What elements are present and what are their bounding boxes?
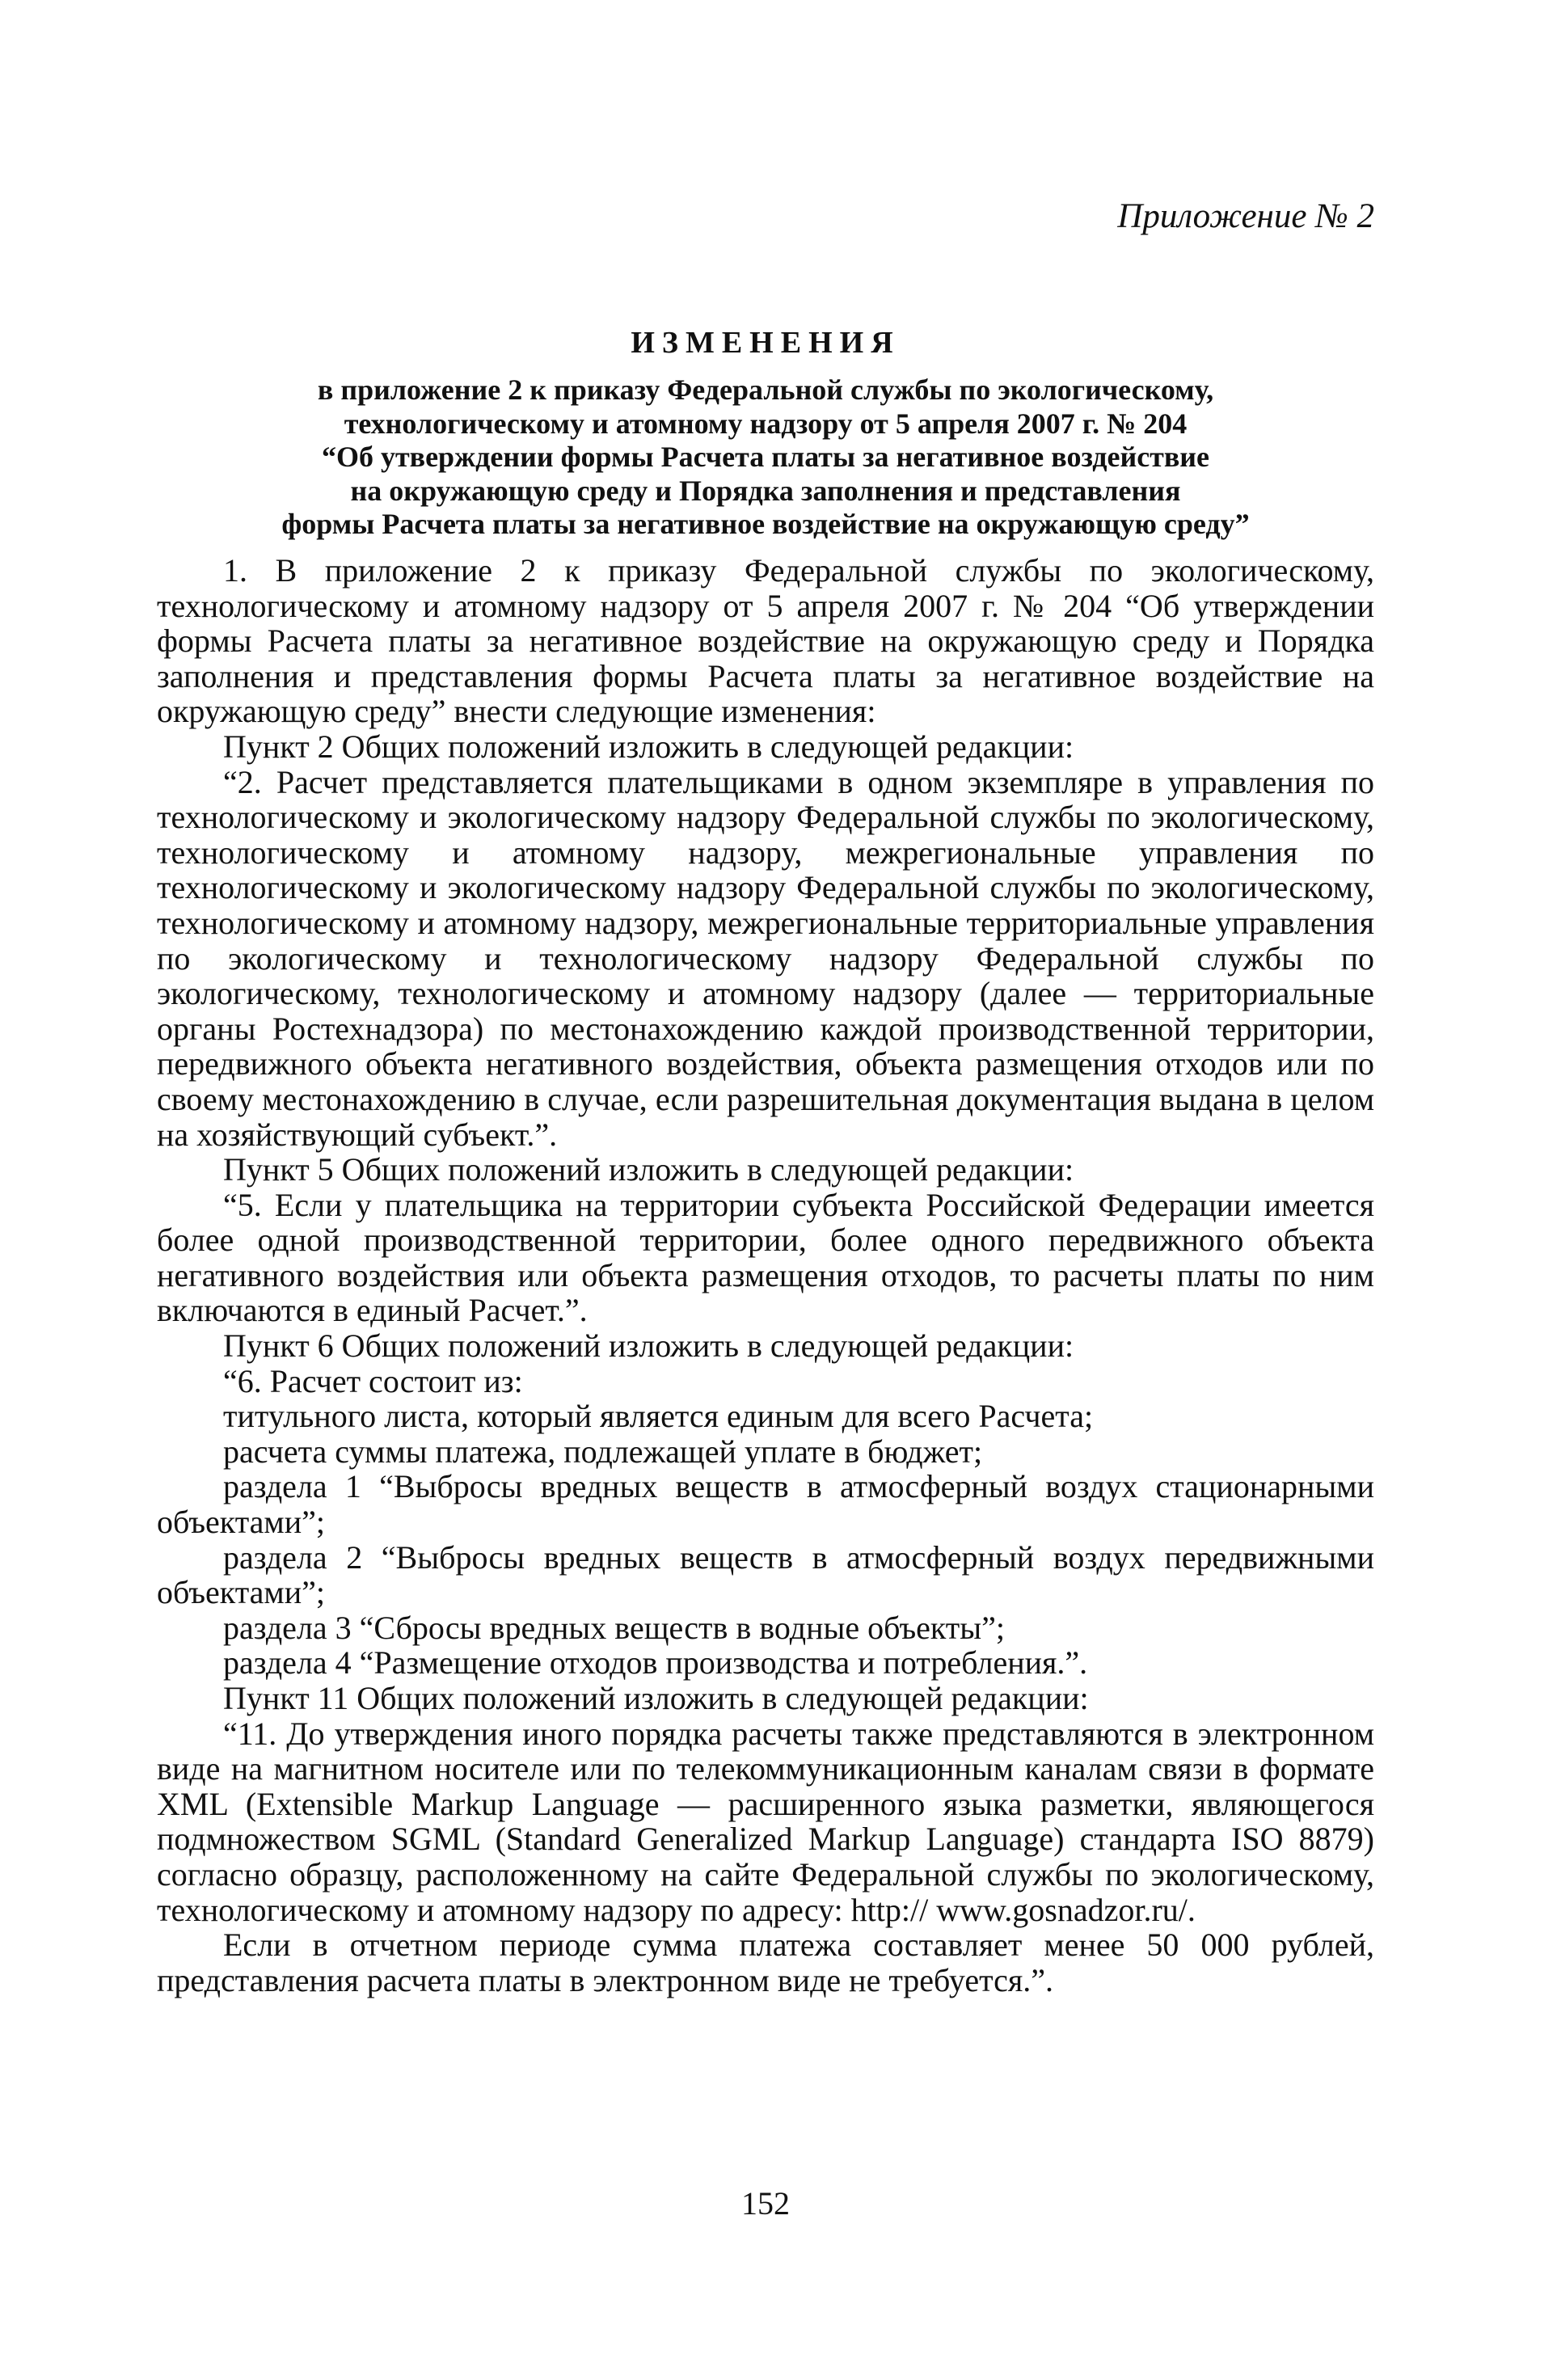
- document-subtitle: [157, 373, 1374, 542]
- document-page: [157, 0, 1374, 2380]
- list-item: раздела 3 “Сбросы вредных веществ в водные объекты”;: [223, 1609, 1006, 1646]
- appendix-label: Приложение № 2: [1117, 197, 1374, 235]
- paragraph-point-11-heading: Пункт 11 Общих положений изложить в следующей редакции:: [223, 1680, 1089, 1716]
- subtitle-line: в приложение 2 к приказу Федеральной службы по экологическому,: [317, 373, 1214, 406]
- paragraph-point-11-text: “11. До утверждения иного порядка расчеты также представляются в электронном виде на магнитном носителе или по телекоммуникационным каналам связи в формате XML (Extensible Markup Language — расширенного языка разметки, являющегося подмножеством SGML (Standard Generalized Markup Language) стандарта ISO 8879) согласно образцу, расположенному на сайте Федеральной службы по экологическому, технологическому и атомному надзору по адресу: http:// www.gosnadzor.ru/.: [157, 1715, 1374, 1928]
- subtitle-line: формы Расчета платы за негативное воздействие на окружающую среду”: [281, 508, 1250, 540]
- paragraph-point-6-heading: Пункт 6 Общих положений изложить в следующей редакции:: [223, 1327, 1074, 1365]
- paragraph-final: Если в отчетном периоде сумма платежа составляет менее 50 000 рублей, представления расчета платы в электронном виде не требуется.”.: [157, 1926, 1374, 1998]
- subtitle-line: на окружающую среду и Порядка заполнения и представления: [350, 474, 1181, 507]
- subtitle-line: технологическому и атомному надзору от 5 апреля 2007 г. № 204: [344, 407, 1188, 440]
- paragraph-point-2-text: “2. Расчет представляется плательщиками в одном экземпляре в управления по технологическому и экологическому надзору Федеральной службы по экологическому, технологическому и атомному надзору, межрегиональные управления по технологическому и экологическому надзору Федеральной службы по экологическому, технологическому и атомному надзору, межрегиональные территориальные управления по экологическому и технологическому надзору Федеральной службы по экологическому, технологическому и атомному надзору (далее — территориальные органы Ростехнадзора) по местонахождению каждой производственной территории, передвижного объекта негативного воздействия, объекта размещения отходов или по своему местонахождению в случае, если разрешительная документация выдана в целом на хозяйствующий субъект.”.: [157, 763, 1374, 1153]
- paragraph-point-2-heading: Пункт 2 Общих положений изложить в следующей редакции:: [223, 728, 1074, 765]
- subtitle-line: “Об утверждении формы Расчета платы за негативное воздействие: [321, 441, 1210, 473]
- list-item: расчета суммы платежа, подлежащей уплате в бюджет;: [223, 1433, 983, 1470]
- paragraph-point-5-heading: Пункт 5 Общих положений изложить в следующей редакции:: [223, 1151, 1074, 1188]
- list-item: титульного листа, который является единым для всего Расчета;: [223, 1398, 1094, 1435]
- list-item: раздела 4 “Размещение отходов производства и потребления.”.: [223, 1644, 1088, 1682]
- page-number: 152: [741, 2185, 790, 2222]
- paragraph-point-6-text: “6. Расчет состоит из:: [223, 1362, 523, 1399]
- paragraph-intro: 1. В приложение 2 к приказу Федеральной службы по экологическому, технологическому и атомному надзору от 5 апреля 2007 г. № 204 “Об утверждении формы Расчета платы за негативное воздействие на окружающую среду и Порядка заполнения и представления формы Расчета платы за негативное воздействие на окружающую среду” внести следующие изменения:: [157, 552, 1374, 730]
- paragraph-point-5-text: “5. Если у плательщика на территории субъекта Российской Федерации имеется более одной производственной территории, более одного передвижного объекта негативного воздействия или объекта размещения отходов, то расчеты платы по ним включаются в единый Расчет.”.: [157, 1186, 1374, 1329]
- document-heading: ИЗМЕНЕНИЯ: [631, 326, 901, 360]
- list-item: раздела 2 “Выбросы вредных веществ в атмосферный воздух передвижными объектами”;: [157, 1538, 1374, 1611]
- document-body: [157, 553, 1374, 1998]
- list-item: раздела 1 “Выбросы вредных веществ в атмосферный воздух стационарными объектами”;: [157, 1468, 1374, 1541]
